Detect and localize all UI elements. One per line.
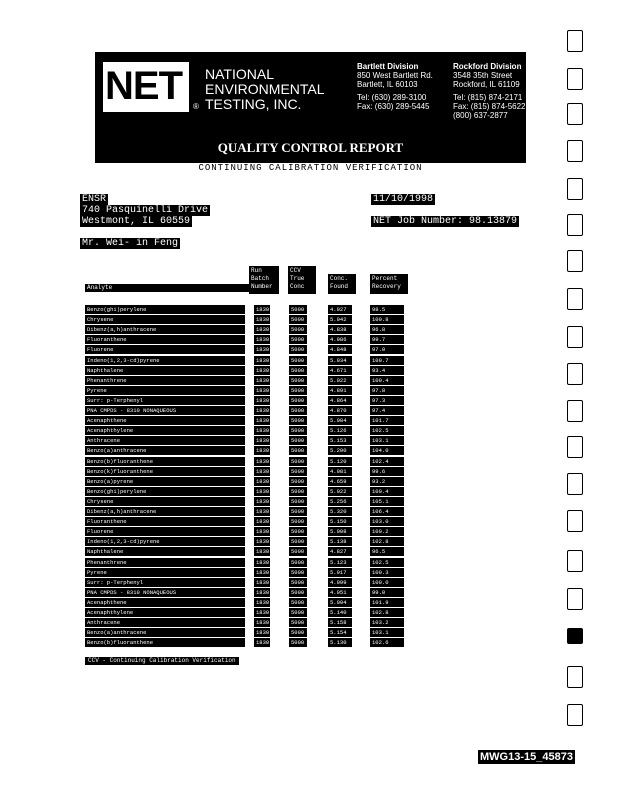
- side-marker: [567, 68, 583, 90]
- cell-rec: 103.1: [370, 436, 404, 445]
- cell-batch: 1830: [256, 356, 270, 364]
- cell-batch: 1830: [256, 508, 270, 515]
- cell-rec: 99.7: [370, 335, 404, 344]
- report-subtitle: CONTINUING CALIBRATION VERIFICATION: [95, 163, 526, 173]
- cell-found: 4.838: [328, 325, 352, 334]
- company-line-1: NATIONAL: [205, 66, 274, 82]
- rockford-line: Rockford, IL 61109: [453, 80, 520, 89]
- cell-found: 5.094: [328, 598, 352, 607]
- side-marker: [567, 363, 583, 385]
- cell-batch: 1830: [256, 447, 270, 455]
- cell-analyte: Acenaphthene: [85, 598, 245, 607]
- cell-rec: 102.8: [370, 608, 404, 617]
- side-marker: [567, 288, 583, 310]
- table-row: [0, 345, 618, 355]
- cell-found: 5.120: [328, 457, 352, 466]
- side-marker: [567, 326, 583, 348]
- cell-found: 5.042: [328, 315, 352, 324]
- cell-analyte: Chrysene: [85, 497, 245, 506]
- cell-found: 5.123: [328, 558, 352, 567]
- cell-found: 4.864: [328, 396, 352, 405]
- cell-found: 5.034: [328, 356, 352, 365]
- cell-true: 5000: [289, 345, 307, 354]
- cell-analyte: PNA CMPDS - 8310 NONAQUEOUS: [85, 406, 245, 415]
- col-header-line: True: [290, 275, 305, 282]
- cell-analyte: Chrysene: [85, 315, 245, 324]
- table-row: [0, 446, 618, 456]
- side-marker: [567, 178, 583, 200]
- cell-analyte: Benzo(ghi)perylene: [85, 487, 245, 496]
- cell-batch: 1830: [256, 528, 270, 536]
- cell-true: 5000: [289, 497, 307, 506]
- cell-true: 5000: [289, 396, 307, 405]
- bartlett-line: Bartlett, IL 60103: [357, 80, 418, 89]
- col-header-line: Batch: [251, 275, 270, 282]
- table-row: [0, 507, 618, 517]
- registered-mark: ®: [193, 102, 199, 111]
- cell-found: 5.126: [328, 426, 352, 435]
- rockford-line: Fax: (815) 874-5622: [453, 102, 526, 111]
- cell-rec: 100.2: [370, 527, 404, 536]
- cell-batch: 1830: [256, 326, 270, 334]
- col-header-analyte: Analyte: [85, 284, 249, 292]
- cell-true: 5000: [289, 356, 307, 365]
- cell-rec: 104.0: [370, 446, 404, 455]
- col-header-line: Percent: [372, 275, 398, 282]
- cell-true: 5000: [289, 618, 307, 627]
- cell-rec: 101.9: [370, 598, 404, 607]
- side-marker: [567, 666, 583, 688]
- cell-rec: 101.7: [370, 416, 404, 425]
- cell-batch: 1830: [256, 417, 270, 425]
- letterhead: [95, 52, 526, 172]
- table-row: [0, 366, 618, 376]
- net-logo: [103, 62, 189, 112]
- cell-analyte: Pyrene: [85, 386, 245, 395]
- cell-batch: 1830: [256, 366, 270, 374]
- meta-block: [371, 194, 519, 227]
- cell-analyte: Dibenz(a,h)anthracene: [85, 325, 245, 334]
- table-row: [0, 638, 618, 648]
- cell-rec: 100.4: [370, 376, 404, 385]
- cell-rec: 100.8: [370, 315, 404, 324]
- table-row: [0, 457, 618, 467]
- cell-true: 5000: [289, 436, 307, 445]
- cell-analyte: PNA CMPDS - 8310 NONAQUEOUS: [85, 588, 245, 597]
- table-row: [0, 386, 618, 396]
- company-line-3: TESTING, INC.: [205, 96, 302, 112]
- table-row: [0, 305, 618, 315]
- cell-batch: 1830: [256, 336, 270, 344]
- cell-found: 4.999: [328, 578, 352, 587]
- report-date: 11/10/1998: [373, 194, 434, 205]
- cell-analyte: Pyrene: [85, 568, 245, 577]
- cell-batch: 1830: [256, 467, 270, 475]
- cell-found: 4.827: [328, 547, 352, 556]
- cell-analyte: Fluoranthene: [85, 335, 245, 344]
- table-row: [0, 568, 618, 578]
- cell-analyte: Anthracene: [85, 618, 245, 627]
- cell-true: 5000: [289, 457, 307, 466]
- cell-analyte: Phenanthrene: [85, 558, 245, 567]
- table-row: [0, 537, 618, 547]
- cell-rec: 96.8: [370, 325, 404, 334]
- cell-batch: 1830: [256, 548, 270, 556]
- cell-batch: 1830: [256, 558, 270, 566]
- side-marker: [567, 250, 583, 272]
- side-marker: [567, 588, 583, 610]
- col-header-recovery: [370, 274, 408, 294]
- cell-true: 5000: [289, 366, 307, 375]
- cell-true: 5000: [289, 467, 307, 476]
- table-row: [0, 396, 618, 406]
- cell-batch: 1830: [256, 316, 270, 324]
- cell-rec: 100.3: [370, 568, 404, 577]
- client-contact: Mr. Wei- in Feng: [82, 238, 179, 249]
- side-marker: [567, 550, 583, 572]
- cell-analyte: Benzo(a)anthracene: [85, 446, 245, 455]
- job-number: NET Job Number: 98.13879: [373, 216, 518, 227]
- table-row: [0, 517, 618, 527]
- cell-rec: 103.0: [370, 517, 404, 526]
- cell-true: 5000: [289, 598, 307, 607]
- qc-table: [0, 305, 618, 645]
- cell-batch: 1830: [256, 376, 270, 384]
- cell-found: 5.320: [328, 507, 352, 516]
- cell-analyte: Benzo(a)pyrene: [85, 477, 245, 486]
- cell-true: 5000: [289, 386, 307, 395]
- report-title: QUALITY CONTROL REPORT: [217, 140, 404, 155]
- cell-true: 5000: [289, 608, 307, 617]
- col-header-line: Number: [251, 283, 273, 290]
- rockford-line: Tel: (815) 874-2171: [453, 93, 523, 102]
- cell-analyte: Fluoranthene: [85, 517, 245, 526]
- cell-true: 5000: [289, 325, 307, 334]
- col-header-line: Run: [251, 267, 262, 274]
- bartlett-line: Tel: (630) 289-3100: [357, 93, 427, 102]
- table-row: [0, 376, 618, 386]
- cell-rec: 97.0: [370, 345, 404, 354]
- cell-analyte: Indeno(1,2,3-cd)pyrene: [85, 356, 245, 365]
- cell-batch: 1830: [256, 619, 270, 627]
- cell-batch: 1830: [256, 497, 270, 505]
- bartlett-address: [357, 62, 433, 111]
- table-row: [0, 497, 618, 507]
- cell-true: 5000: [289, 305, 307, 314]
- cell-found: 4.891: [328, 386, 352, 395]
- cell-found: 4.981: [328, 467, 352, 476]
- table-row: [0, 598, 618, 608]
- cell-rec: 100.4: [370, 487, 404, 496]
- cell-rec: 97.4: [370, 406, 404, 415]
- table-row: [0, 325, 618, 335]
- side-marker: [567, 214, 583, 236]
- table-row: [0, 436, 618, 446]
- cell-true: 5000: [289, 315, 307, 324]
- cell-found: 5.256: [328, 497, 352, 506]
- table-row: [0, 426, 618, 436]
- cell-batch: 1830: [256, 598, 270, 606]
- cell-true: 5000: [289, 568, 307, 577]
- cell-analyte: Anthracene: [85, 436, 245, 445]
- cell-rec: 97.3: [370, 396, 404, 405]
- cell-rec: 103.1: [370, 628, 404, 637]
- cell-found: 5.153: [328, 436, 352, 445]
- cell-batch: 1830: [256, 538, 270, 546]
- client-line: ENSR: [82, 194, 107, 205]
- cell-analyte: Acenaphthene: [85, 416, 245, 425]
- cell-found: 4.870: [328, 406, 352, 415]
- legend-note: CCV - Continuing Calibration Verification: [85, 657, 239, 665]
- col-header-line: Found: [330, 283, 349, 290]
- cell-found: 5.158: [328, 618, 352, 627]
- side-marker: [567, 473, 583, 495]
- cell-true: 5000: [289, 477, 307, 486]
- side-marker: [567, 30, 583, 52]
- cell-true: 5000: [289, 507, 307, 516]
- side-marker: [567, 704, 583, 726]
- cell-rec: 102.4: [370, 457, 404, 466]
- cell-rec: 100.7: [370, 356, 404, 365]
- col-header-batch: [249, 266, 279, 294]
- cell-rec: 102.5: [370, 426, 404, 435]
- cell-analyte: Surr: p-Terphenyl: [85, 578, 245, 587]
- table-row: [0, 315, 618, 325]
- rockford-line: (800) 637-2877: [453, 111, 508, 120]
- col-header-line: Conc: [290, 283, 305, 290]
- cell-analyte: Naphthalene: [85, 547, 245, 556]
- side-marker: [567, 510, 583, 532]
- table-row: [0, 558, 618, 568]
- table-row: [0, 467, 618, 477]
- cell-true: 5000: [289, 588, 307, 597]
- cell-analyte: Fluorene: [85, 527, 245, 536]
- cell-true: 5000: [289, 406, 307, 415]
- cell-analyte: Indeno(1,2,3-cd)pyrene: [85, 537, 245, 546]
- cell-found: 4.927: [328, 305, 352, 314]
- cell-batch: 1830: [256, 346, 270, 354]
- col-header-line: CCV: [290, 267, 301, 274]
- cell-batch: 1830: [256, 588, 270, 596]
- cell-found: 5.138: [328, 537, 352, 546]
- col-header-line: Recovery: [372, 283, 401, 290]
- cell-found: 5.130: [328, 638, 352, 647]
- cell-rec: 102.8: [370, 537, 404, 546]
- cell-analyte: Benzo(ghi)perylene: [85, 305, 245, 314]
- table-row: [0, 406, 618, 416]
- table-row: [0, 588, 618, 598]
- cell-rec: 96.5: [370, 547, 404, 556]
- cell-true: 5000: [289, 547, 307, 556]
- side-marker: [567, 400, 583, 422]
- table-row: [0, 356, 618, 366]
- table-row: [0, 608, 618, 618]
- client-line: Westmont, IL 60559: [82, 216, 191, 227]
- cell-analyte: Benzo(b)fluoranthene: [85, 638, 245, 647]
- rockford-address: [453, 62, 526, 120]
- side-marker: [567, 140, 583, 162]
- client-line: 740 Pasquinelli Drive: [82, 205, 209, 216]
- cell-batch: 1830: [256, 386, 270, 394]
- bartlett-line: Fax: (630) 289-5445: [357, 102, 430, 111]
- cell-batch: 1830: [256, 437, 270, 445]
- table-row: [0, 628, 618, 638]
- cell-found: 4.986: [328, 335, 352, 344]
- cell-rec: 99.6: [370, 467, 404, 476]
- cell-batch: 1830: [256, 407, 270, 414]
- cell-batch: 1830: [256, 396, 270, 404]
- company-line-2: ENVIRONMENTAL: [205, 81, 325, 97]
- client-block: [80, 194, 210, 249]
- cell-analyte: Fluorene: [85, 345, 245, 354]
- cell-found: 5.200: [328, 446, 352, 455]
- cell-batch: 1830: [256, 578, 270, 586]
- cell-analyte: Acenaphthylene: [85, 608, 245, 617]
- col-header-true: [288, 266, 316, 294]
- cell-found: 5.150: [328, 517, 352, 526]
- cell-true: 5000: [289, 578, 307, 587]
- cell-found: 5.008: [328, 527, 352, 536]
- bartlett-line: 850 West Bartlett Rd.: [357, 71, 433, 80]
- cell-found: 5.140: [328, 608, 352, 617]
- cell-true: 5000: [289, 416, 307, 425]
- cell-found: 5.084: [328, 416, 352, 425]
- cell-true: 5000: [289, 527, 307, 536]
- cell-true: 5000: [289, 446, 307, 455]
- cell-found: 4.659: [328, 477, 352, 486]
- cell-rec: 103.2: [370, 618, 404, 627]
- cell-true: 5000: [289, 558, 307, 567]
- cell-rec: 102.5: [370, 558, 404, 567]
- cell-true: 5000: [289, 537, 307, 546]
- side-marker: [567, 628, 583, 644]
- cell-rec: 97.8: [370, 386, 404, 395]
- cell-analyte: Benzo(k)fluoranthene: [85, 467, 245, 476]
- cell-rec: 102.6: [370, 638, 404, 647]
- cell-found: 4.951: [328, 588, 352, 597]
- cell-rec: 100.0: [370, 578, 404, 587]
- cell-batch: 1830: [256, 487, 270, 495]
- cell-analyte: Dibenz(a,h)anthracene: [85, 507, 245, 516]
- document-id: MWG13-15_45873: [480, 751, 573, 763]
- rockford-line: 3548 35th Street: [453, 71, 513, 80]
- table-row: [0, 416, 618, 426]
- cell-analyte: Phenanthrene: [85, 376, 245, 385]
- bartlett-line: Bartlett Division: [357, 62, 419, 71]
- cell-analyte: Benzo(b)fluoranthene: [85, 457, 245, 466]
- cell-batch: 1830: [256, 609, 270, 616]
- cell-found: 5.022: [328, 487, 352, 496]
- col-header-line: Conc.: [330, 275, 349, 282]
- cell-rec: 106.4: [370, 507, 404, 516]
- cell-rec: 93.2: [370, 477, 404, 486]
- cell-batch: 1830: [256, 306, 270, 313]
- cell-batch: 1830: [256, 427, 270, 435]
- cell-rec: 93.4: [370, 366, 404, 375]
- table-row: [0, 618, 618, 628]
- table-row: [0, 547, 618, 557]
- col-header-found: [328, 274, 356, 294]
- cell-true: 5000: [289, 628, 307, 637]
- table-row: [0, 477, 618, 487]
- cell-true: 5000: [289, 376, 307, 385]
- cell-rec: 105.1: [370, 497, 404, 506]
- table-row: [0, 335, 618, 345]
- side-marker: [567, 103, 583, 125]
- cell-found: 4.671: [328, 366, 352, 375]
- cell-batch: 1830: [256, 457, 270, 465]
- cell-batch: 1830: [256, 629, 270, 637]
- logo-text: NET: [105, 64, 182, 108]
- cell-batch: 1830: [256, 477, 270, 485]
- cell-found: 4.848: [328, 345, 352, 354]
- cell-analyte: Naphthalene: [85, 366, 245, 375]
- cell-true: 5000: [289, 335, 307, 344]
- cell-rec: 99.0: [370, 588, 404, 597]
- cell-batch: 1830: [256, 639, 270, 647]
- cell-found: 5.017: [328, 568, 352, 577]
- cell-batch: 1830: [256, 568, 270, 576]
- cell-analyte: Benzo(a)anthracene: [85, 628, 245, 637]
- cell-true: 5000: [289, 426, 307, 435]
- cell-batch: 1830: [256, 518, 270, 526]
- table-row: [0, 578, 618, 588]
- side-marker: [567, 436, 583, 458]
- cell-analyte: Surr: p-Terphenyl: [85, 396, 245, 405]
- cell-analyte: Acenaphthylene: [85, 426, 245, 435]
- table-row: [0, 487, 618, 497]
- cell-true: 5000: [289, 638, 307, 647]
- company-name: [205, 67, 325, 112]
- cell-found: 5.154: [328, 628, 352, 637]
- cell-true: 5000: [289, 517, 307, 526]
- rockford-line: Rockford Division: [453, 62, 522, 71]
- cell-true: 5000: [289, 487, 307, 496]
- table-row: [0, 527, 618, 537]
- cell-found: 5.022: [328, 376, 352, 385]
- cell-rec: 98.5: [370, 305, 404, 314]
